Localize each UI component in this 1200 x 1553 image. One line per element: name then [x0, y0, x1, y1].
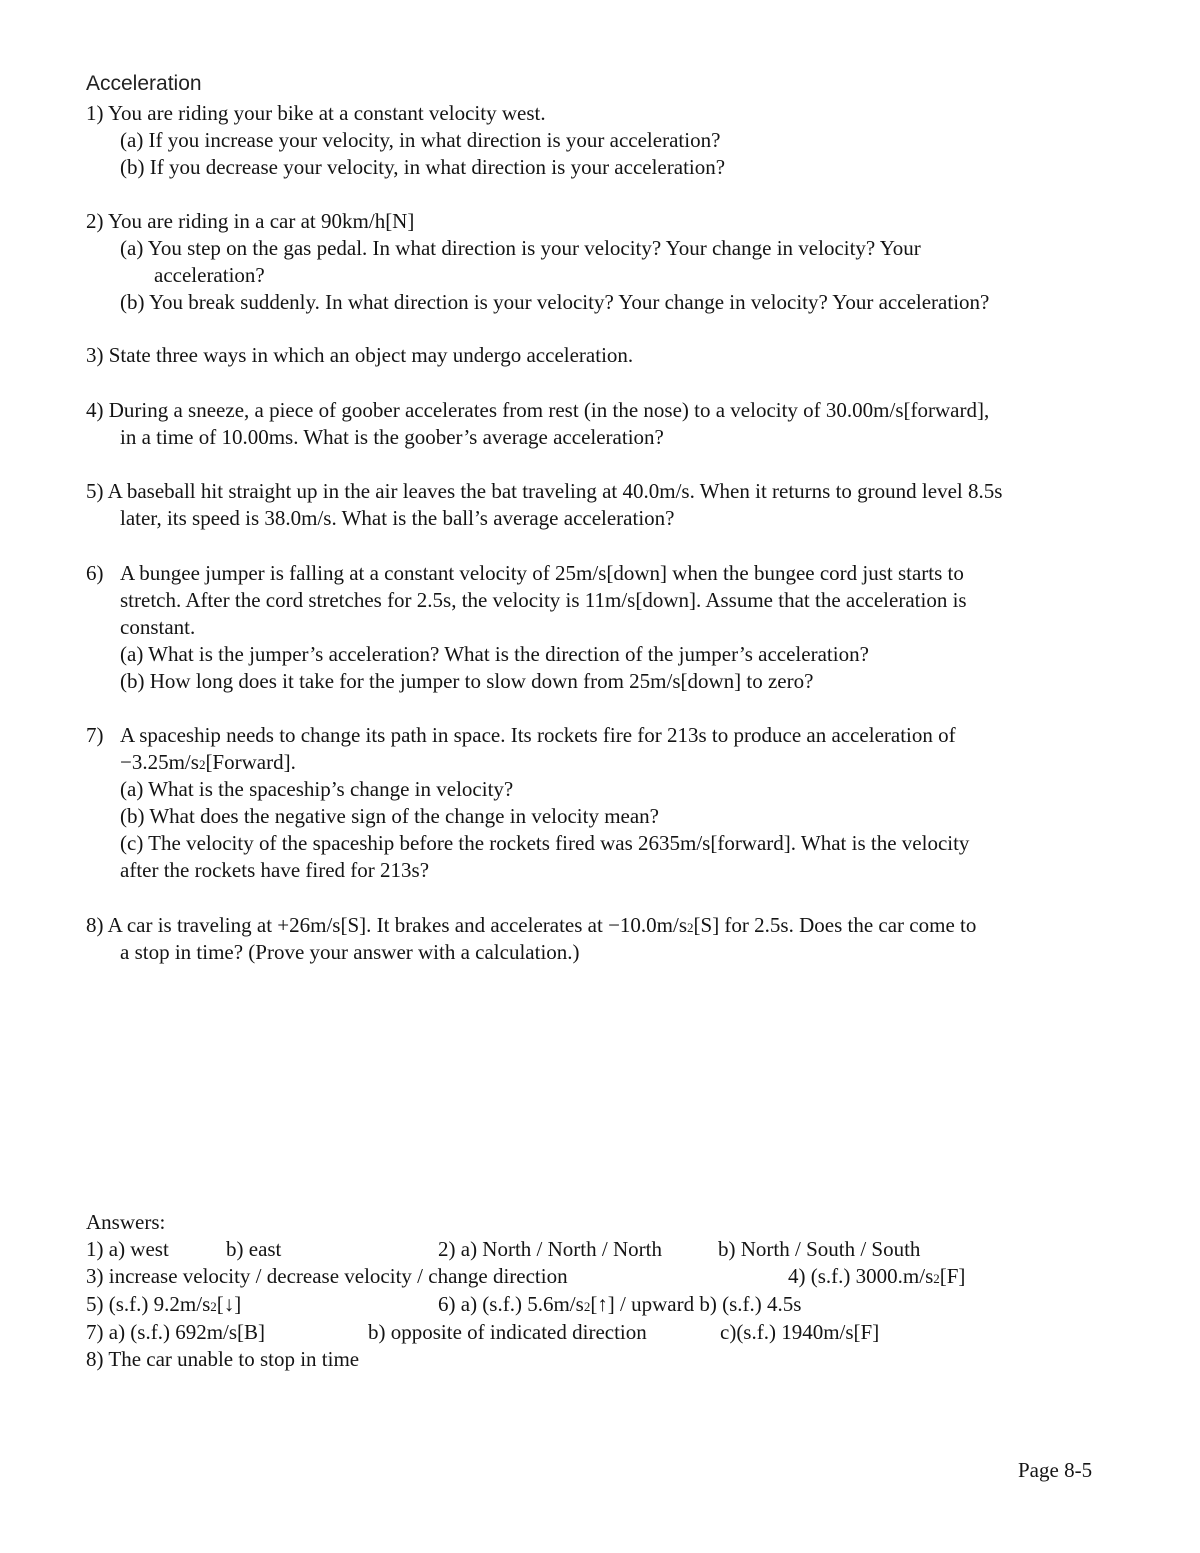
answer-3: 3) increase velocity / decrease velocity / change direction — [86, 1264, 568, 1288]
question-6-line-1: A bungee jumper is falling at a constant velocity of 25m/s[down] when the bungee cord just starts to — [120, 561, 964, 585]
question-7-line-2: −3.25m/s2[Forward]. — [120, 750, 296, 774]
answer-1b: b) east — [226, 1237, 282, 1261]
question-5-line-2: later, its speed is 38.0m/s. What is the ball’s average acceleration? — [120, 506, 675, 530]
question-7-line-1: A spaceship needs to change its path in space. Its rockets fire for 213s to produce an acceleration of — [120, 723, 956, 747]
question-7a: (a) What is the spaceship’s change in velocity? — [120, 777, 514, 801]
answer-5: 5) (s.f.) 9.2m/s2[↓] — [86, 1292, 242, 1316]
question-3-stem: 3) State three ways in which an object may undergo acceleration. — [86, 343, 634, 367]
question-8-line-1: 8) A car is traveling at +26m/s[S]. It brakes and accelerates at −10.0m/s2[S] for 2.5s. Does the car come to — [86, 913, 977, 937]
answer-6: 6) a) (s.f.) 5.6m/s2[↑] / upward b) (s.f.) 4.5s — [438, 1292, 802, 1316]
question-4-line-2: in a time of 10.00ms. What is the goober’s average acceleration? — [120, 425, 664, 449]
answer-7a: 7) a) (s.f.) 692m/s[B] — [86, 1320, 266, 1344]
answer-1a: 1) a) west — [86, 1237, 169, 1261]
page-title: Acceleration — [86, 72, 202, 95]
question-7c-continued: after the rockets have fired for 213s? — [120, 858, 430, 882]
answer-4: 4) (s.f.) 3000.m/s2[F] — [788, 1264, 966, 1288]
answers-heading: Answers: — [86, 1210, 166, 1234]
answer-8: 8) The car unable to stop in time — [86, 1347, 360, 1371]
question-6-line-3: constant. — [120, 615, 196, 639]
question-5-line-1: 5) A baseball hit straight up in the air leaves the bat traveling at 40.0m/s. When it returns to ground level 8.5s — [86, 479, 1003, 503]
question-7b: (b) What does the negative sign of the change in velocity mean? — [120, 804, 660, 828]
question-2-stem: 2) You are riding in a car at 90km/h[N] — [86, 209, 415, 233]
question-1-stem: 1) You are riding your bike at a constant velocity west. — [86, 101, 546, 125]
page-number: Page 8-5 — [1018, 1458, 1093, 1482]
question-6b: (b) How long does it take for the jumper to slow down from 25m/s[down] to zero? — [120, 669, 814, 693]
question-8-line-2: a stop in time? (Prove your answer with a calculation.) — [120, 940, 580, 964]
question-7c: (c) The velocity of the spaceship before the rockets fired was 2635m/s[forward]. What is the velocity — [120, 831, 970, 855]
question-2a-continued: acceleration? — [154, 263, 265, 287]
question-1b: (b) If you decrease your velocity, in what direction is your acceleration? — [120, 155, 726, 179]
answer-2b: b) North / South / South — [718, 1237, 921, 1261]
question-6-number: 6) — [86, 561, 104, 585]
question-6-line-2: stretch. After the cord stretches for 2.5s, the velocity is 11m/s[down]. Assume that the acceleration is — [120, 588, 967, 612]
question-7-number: 7) — [86, 723, 104, 747]
question-2a: (a) You step on the gas pedal. In what direction is your velocity? Your change in velocity? Your — [120, 236, 921, 260]
question-2b: (b) You break suddenly. In what direction is your velocity? Your change in velocity? Your acceleration? — [120, 290, 990, 314]
answer-7c: c)(s.f.) 1940m/s[F] — [720, 1320, 880, 1344]
question-6a: (a) What is the jumper’s acceleration? What is the direction of the jumper’s acceleration? — [120, 642, 869, 666]
question-4-line-1: 4) During a sneeze, a piece of goober accelerates from rest (in the nose) to a velocity of 30.00m/s[forward], — [86, 398, 990, 422]
answer-7b: b) opposite of indicated direction — [368, 1320, 647, 1344]
question-1a: (a) If you increase your velocity, in what direction is your acceleration? — [120, 128, 721, 152]
answer-2a: 2) a) North / North / North — [438, 1237, 662, 1261]
